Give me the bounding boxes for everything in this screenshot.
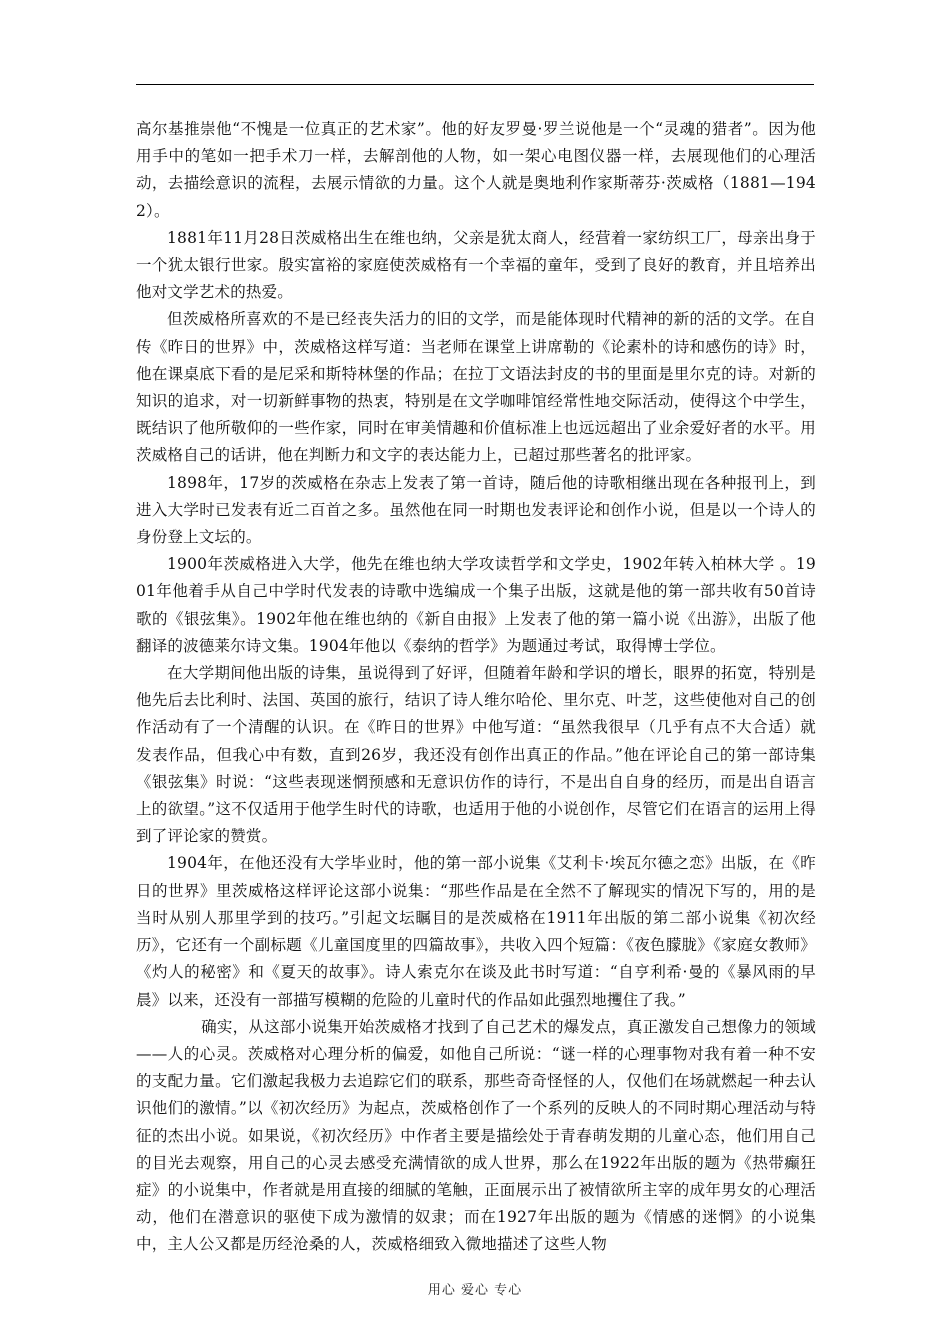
paragraph-poetry-collection: 在大学期间他出版的诗集，虽说得到了好评，但随着年龄和学识的增长，眼界的拓宽，特别是他先后去比利时、法国、英国的旅行，结识了诗人维尔哈伦、里尔克、叶芝，这些使他对自己的创作活动有了一个清醒的认识。在《昨日的世界》中他写道：“虽然我很早（几乎有点不大合适）就发表作品，但我心中有数，直到26岁，我还没有创作出真正的作品。”他在评论自己的第一部诗集《银弦集》时说：“这些表现迷惘预感和无意识仿作的诗行，不是出自自身的经历，而是出自语言上的欲望。”这不仅适用于他学生时代的诗歌，也适用于他的小说创作，尽管它们在语言的运用上得到了评论家的赞赏。	[136, 664, 816, 846]
paragraph-psychology: 确实，从这部小说集开始茨威格才找到了自己艺术的爆发点，真正激发自己想像力的领域——人的心灵。茨威格对心理分析的偏爱，如他自己所说：“谜一样的心理事物对我有着一种不安的支配力量。它们激起我极力去追踪它们的联系，那些奇奇怪怪的人，仅他们在场就燃起一种去认识他们的激情。”以《初次经历》为起点，茨威格创作了一个系列的反映人的不同时期心理活动与特征的杰出小说。如果说，《初次经历》中作者主要是描绘处于青春萌发期的儿童心态，他们用自己的目光去观察，用自己的心灵去感受充满情欲的成人世界，那么在1922年出版的题为《热带癫狂症》的小说集中，作者就是用直接的细腻的笔触，正面展示出了被情欲所主宰的成年男女的心理活动，他们在潜意识的驱使下成为激情的奴隶；而在1927年出版的题为《情感的迷惘》的小说集中，主人公又都是历经沧桑的人，茨威格细致入微地描述了这些人物	[136, 1017, 816, 1254]
paragraph-first-novel: 1904年，在他还没有大学毕业时，他的第一部小说集《艾利卡·埃瓦尔德之恋》出版，在《昨日的世界》里茨威格这样评论这部小说集：“那些作品是在全然不了解现实的情况下写的，用的是当时从别人那里学到的技巧。”引起文坛瞩目的是茨威格在1911年出版的第二部小说集《初次经历》，它还有一个副标题《儿童国度里的四篇故事》，共收入四个短篇：《夜色朦胧》《家庭女教师》《灼人的秘密》和《夏天的故事》。诗人索克尔在谈及此书时写道：“自亨利希·曼的《暴风雨的早晨》以来，还没有一部描写模糊的危险的儿童时代的作品如此强烈地攫住了我。”	[136, 854, 816, 1009]
paragraph-new-literature: 但茨威格所喜欢的不是已经丧失活力的旧的文学，而是能体现时代精神的新的活的文学。在自传《昨日的世界》中，茨威格这样写道：当老师在课堂上讲席勒的《论素朴的诗和感伤的诗》时，他在课桌底下看的是尼采和斯特林堡的作品；在拉丁文语法封皮的书的里面是里尔克的诗。对新的知识的追求，对一切新鲜事物的热衷，特别是在文学咖啡馆经常性地交际活动，使得这个中学生，既结识了他所敬仰的一些作家，同时在审美情趣和价值标准上也远远超出了业余爱好者的水平。用茨威格自己的话讲，他在判断力和文字的表达能力上，已超过那些著名的批评家。	[136, 310, 816, 465]
article-body	[136, 116, 816, 1259]
paragraph-birth: 1881年11月28日茨威格出生在维也纳，父亲是犹太商人，经营着一家纺织工厂，母亲出身于一个犹太银行世家。殷实富裕的家庭使茨威格有一个幸福的童年，受到了良好的教育，并且培养出他对文学艺术的热爱。	[136, 228, 816, 302]
page-footer: 用心 爱心 专心	[427, 1283, 523, 1298]
paragraph-first-poem: 1898年，17岁的茨威格在杂志上发表了第一首诗，随后他的诗歌相继出现在各种报刊上，到进入大学时已发表有近二百首之多。虽然他在同一时期也发表评论和创作小说，但是以一个诗人的身份登上文坛的。	[136, 473, 816, 547]
header-rule	[136, 84, 814, 85]
paragraph-intro: 高尔基推崇他“不愧是一位真正的艺术家”。他的好友罗曼·罗兰说他是一个“灵魂的猎者”。因为他用手中的笔如一把手术刀一样，去解剖他的人物，如一架心电图仪器一样，去展现他们的心理活动，去描绘意识的流程，去展示情欲的力量。这个人就是奥地利作家斯蒂芬·茨威格（1881—1942）。	[136, 120, 816, 220]
paragraph-university: 1900年茨威格进入大学，他先在维也纳大学攻读哲学和文学史，1902年转入柏林大学 。1901年他着手从自己中学时代发表的诗歌中选编成一个集子出版，这就是他的第一部共收有50首诗歌的《银弦集》。1902年他在维也纳的《新自由报》上发表了他的第一篇小说《出游》，出版了他翻译的波德莱尔诗文集。1904年他以《泰纳的哲学》为题通过考试，取得博士学位。	[136, 555, 816, 655]
